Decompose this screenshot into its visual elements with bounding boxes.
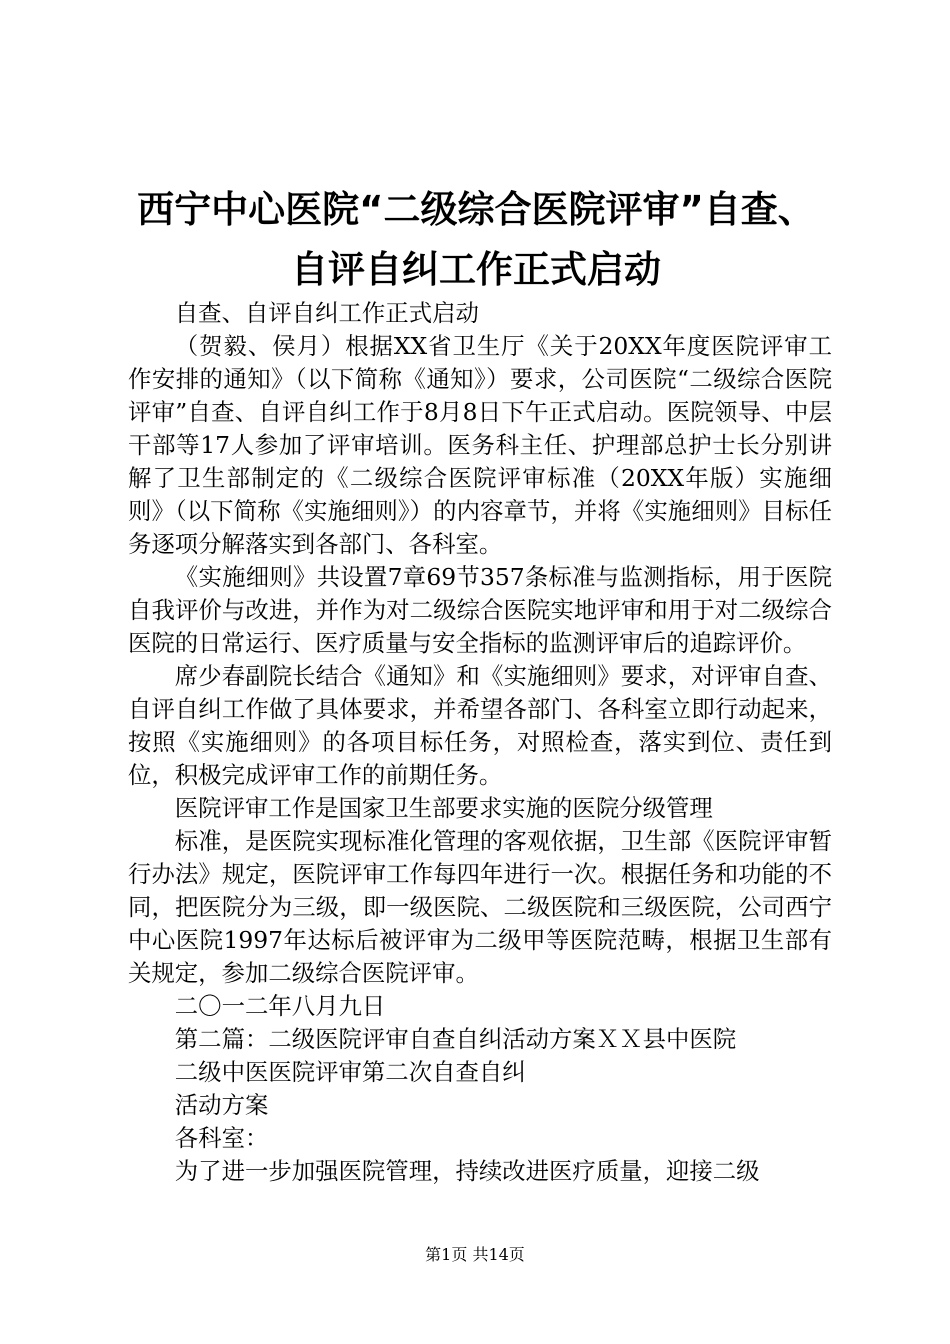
paragraph: （贺毅、侯月）根据XX省卫生厅《关于20XX年度医院评审工作安排的通知》（以下简称《通知》）要求，公司医院“二级综合医院评审”自查、自评自纠工作于8月8日下午正式启动。医院领导、中层干部等17人参加了评审培训。医务科主任、护理部总护士长分别讲解了卫生部制定的《二级综合医院评审标准（20XX年版）实施细则》（以下简称《实施细则》）的内容章节，并将《实施细则》目标任务逐项分解落实到各部门、各科室。: [128, 332, 832, 558]
paragraph: 为了进一步加强医院管理，持续改进医疗质量，迎接二级: [174, 1157, 760, 1185]
paragraph: 《实施细则》共设置7章69节357条标准与监测指标，用于医院自我评价与改进，并作为对二级综合医院实地评审和用于对二级综合医院的日常运行、医疗质量与安全指标的监测评审后的追踪评价。: [128, 563, 832, 657]
paragraph: 各科室：: [174, 1124, 269, 1152]
paragraph: 二〇一二年八月九日: [174, 992, 386, 1020]
paragraph: 第二篇：二级医院评审自查自纠活动方案ＸＸ县中医院: [174, 1025, 737, 1053]
paragraph: 二级中医医院评审第二次自查自纠: [174, 1058, 526, 1086]
page-footer: 第1页 共14页: [425, 1245, 525, 1264]
paragraph: 自查、自评自纠工作正式启动: [174, 299, 479, 327]
document-title: 西宁中心医院“二级综合医院评审”自查、自评自纠工作正式启动: [137, 188, 815, 291]
paragraph: 医院评审工作是国家卫生部要求实施的医院分级管理: [174, 794, 713, 822]
paragraph: 席少春副院长结合《通知》和《实施细则》要求，对评审自查、自评自纠工作做了具体要求，并希望各部门、各科室立即行动起来，按照《实施细则》的各项目标任务，对照检查，落实到位、责任到位，积极完成评审工作的前期任务。: [128, 662, 832, 789]
paragraph: 标准，是医院实现标准化管理的客观依据，卫生部《医院评审暂行办法》规定，医院评审工作每四年进行一次。根据任务和功能的不同，把医院分为三级，即一级医院、二级医院和三级医院，公司西宁中心医院1997年达标后被评审为二级甲等医院范畴，根据卫生部有关规定，参加二级综合医院评审。: [128, 827, 832, 987]
document-body: [128, 297, 832, 1188]
paragraph: 活动方案: [174, 1091, 269, 1119]
